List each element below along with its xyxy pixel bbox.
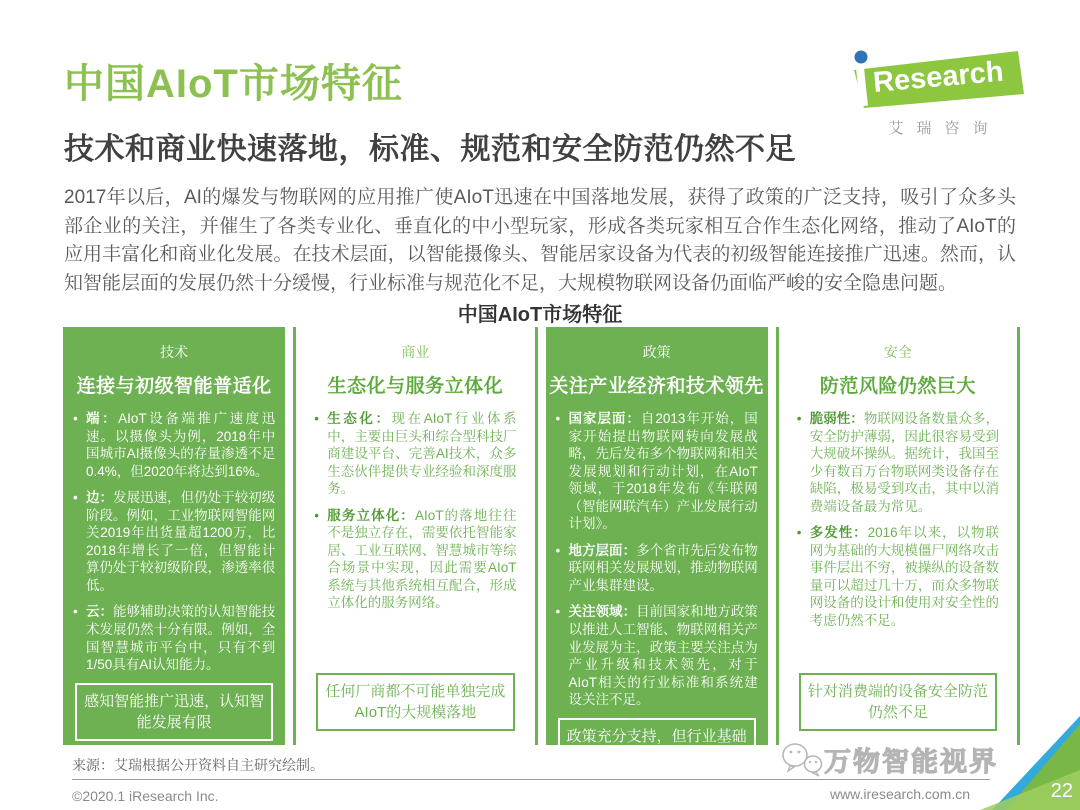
bullet-lead: 服务立体化： (327, 507, 415, 523)
watermark (780, 740, 998, 779)
bullet-item (73, 489, 275, 594)
website-text: www.iresearch.com.cn (829, 786, 970, 802)
column-divider (1017, 327, 1020, 745)
bullet-lead: 地方层面： (568, 542, 637, 558)
bullet-item (797, 410, 999, 515)
column-business (304, 327, 526, 745)
column-heading: 防范风险仍然巨大 (819, 376, 976, 397)
bullet-list (546, 410, 768, 718)
logo-caption: 艾瑞咨询 (888, 120, 1001, 137)
figure-title: 中国AIoT市场特征 (457, 304, 623, 326)
bullet-list (63, 410, 285, 683)
watermark-text: 万物智能视界 (824, 747, 998, 777)
iresearch-logo (846, 48, 1030, 138)
column-tag: 安全 (883, 344, 912, 360)
bullet-list (787, 410, 1009, 639)
bullet-item (556, 603, 758, 708)
bullet-text: 能够辅助决策的认知智能技术发展仍然十分有限。例如，全国智慧城市平台中，只有不到1/50具有AI认知能力。 (86, 604, 276, 673)
intro-paragraph: 2017年以后，AI的爆发与物联网的应用推广使AIoT迅速在中国落地发展，获得了政策的广泛支持，吸引了众多头部企业的关注，并催生了各类专业化、垂直化的中小型玩家，形成各类玩家相互合作生态化网络，推动了AIoT的应用丰富化和商业化发展。在技术层面，以智能摄像头、智能居家设备为代表的初级智能连接推广迅速。然而，认知智能层面的发展仍然十分缓慢，行业标准与规范化不足，大规模物联网设备仍面临严峻的安全隐患问题。 (64, 187, 1016, 294)
bullet-text: AIoT的落地往往不是独立存在，需要依托智能家居、工业互联网、智慧城市等综合场景中实现，因此需要AIoT系统与其他系统相互配合，形成立体化的服务网络。 (327, 507, 517, 611)
bullet-item (314, 410, 516, 498)
bullet-lead: 端： (86, 411, 119, 426)
bullet-list (304, 410, 526, 621)
bullet-text: 物联网设备数量众多，安全防护薄弱，因此很容易受到大规破坏操纵。据统计，我国至少有数百万台物联网类设备存在缺陷，极易受到攻击，其中以消费端设备最为常见。 (809, 411, 1000, 514)
column-divider (776, 327, 779, 745)
bullet-item (314, 507, 516, 612)
bullet-text: 多个省市先后发布物联网相关发展规划，推动物联网产业集群建设。 (568, 542, 758, 593)
page-title: 中国AIoT市场特征 (64, 62, 403, 106)
bullet-lead: 国家层面： (568, 411, 641, 426)
column-heading: 关注产业经济和技术领先 (549, 376, 764, 397)
column-tag: 技术 (160, 344, 189, 360)
column-divider (293, 327, 296, 745)
column-tag: 商业 (401, 344, 430, 360)
column-divider (535, 327, 538, 745)
column-security (787, 327, 1009, 745)
bullet-text: 现在AIoT行业体系中，主要由巨头和综合型科技厂商建设平台、完善AI技术，众多生态伙伴提供专业经验和深度服务。 (327, 411, 517, 497)
column-summary-box: 任何厂商都不可能单独完成AIoT的大规模落地 (316, 673, 514, 731)
bullet-lead: 多发性： (809, 525, 868, 541)
iresearch-logo-icon (846, 48, 1030, 110)
bullet-lead: 关注领域： (568, 604, 637, 620)
column-tag: 政策 (642, 344, 671, 360)
bullet-lead: 边： (86, 490, 114, 506)
page-subtitle: 技术和商业快速落地，标准、规范和安全防范仍然不足 (64, 133, 796, 166)
copyright-text: ©2020.1 iResearch Inc. (72, 788, 219, 804)
column-summary-box: 感知智能推广迅速，认知智能发展有限 (75, 683, 273, 741)
bullet-lead: 云： (86, 604, 114, 620)
bullet-text: 自2013年开始，国家开始提出物联网转向发展战略，先后发布多个物联网和相关发展规划和行动计划，在AIoT领域，于2018年发布《车联网（智能网联汽车）产业发展行动计划》。 (568, 411, 758, 532)
bullet-text: 目前国家和地方政策以推进人工智能、物联网相关产业发展为主，政策主要关注点为产业升级和技术领先，对于AIoT相关的行业标准和系统建设关注不足。 (568, 604, 758, 708)
logo-brand-text: Research (871, 55, 1005, 99)
bullet-lead: 脆弱性： (809, 411, 864, 426)
column-summary-box: 政策充分支持，但行业基础设施建设仍然不足 (558, 718, 756, 776)
column-summary-box: 针对消费端的设备安全防范仍然不足 (799, 673, 997, 731)
bullet-item (556, 542, 758, 595)
column-heading: 生态化与服务立体化 (327, 376, 504, 397)
page-number: 22 (1050, 780, 1073, 802)
footer-divider (72, 779, 990, 780)
bullet-text: 2016年以来，以物联网为基础的大规模僵尸网络攻击事件层出不穷，被操纵的设备数量可以超过几十万，而众多物联网设备的设计和使用对安全性的考虑仍然不足。 (809, 525, 999, 629)
bullet-item (556, 410, 758, 533)
column-policy (546, 327, 768, 766)
column-heading: 连接与初级智能普适化 (76, 376, 272, 397)
bullet-item (73, 410, 275, 480)
bullet-text: 发展迅速，但仍处于较初级阶段。例如，工业物联网智能网关2019年出货量超1200万，比2018年增长了一倍，但智能计算仍处于较初级阶段，渗透率很低。 (86, 490, 276, 593)
wechat-bubbles-icon (780, 741, 824, 779)
bullet-item (73, 603, 275, 673)
bullet-text: AIoT设备端推广速度迅速。以摄像头为例，2018年中国城市AI摄像头的存量渗透不足0.4%，但2020年将达到16%。 (86, 411, 276, 479)
bullet-item (797, 524, 999, 629)
bullet-lead: 生态化： (327, 411, 392, 426)
column-technology (63, 327, 285, 745)
source-note: 来源：艾瑞根据公开资料自主研究绘制。 (72, 757, 324, 773)
